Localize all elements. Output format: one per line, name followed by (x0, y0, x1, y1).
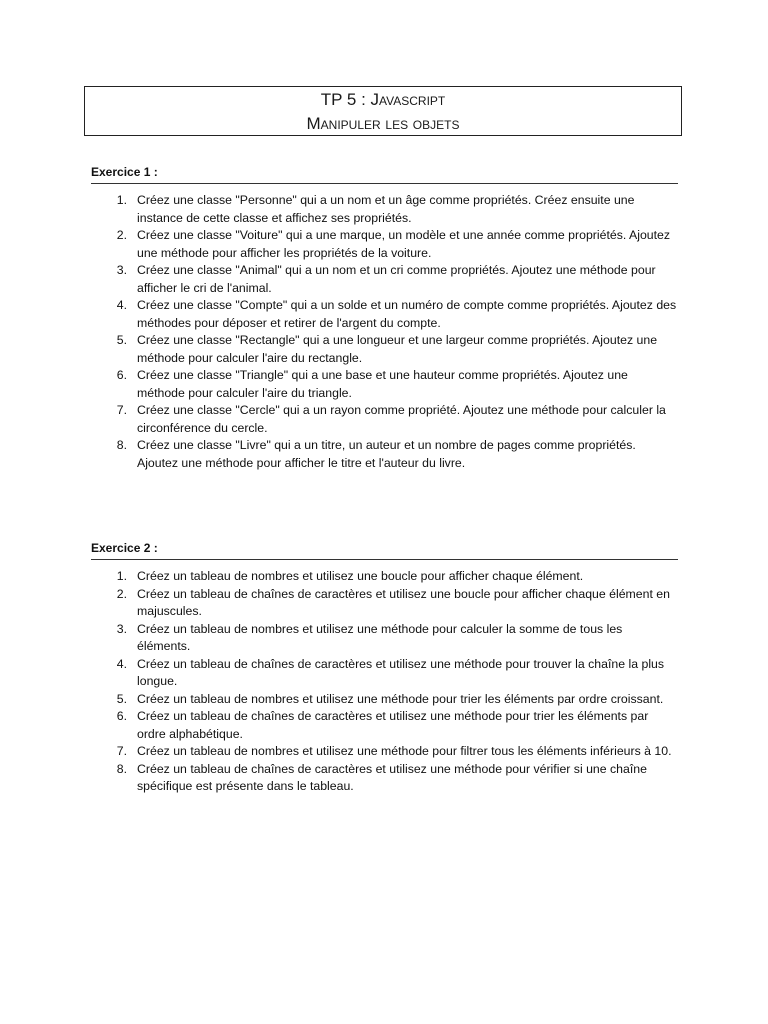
list-item (91, 586, 678, 621)
list-item (91, 568, 678, 586)
list-item (91, 367, 678, 402)
list-item (91, 262, 678, 297)
list-item (91, 761, 678, 796)
item-number: 2. (116, 228, 127, 242)
list-item (91, 402, 678, 437)
list-item (91, 656, 678, 691)
item-text: Créez une classe "Rectangle" qui a une longueur et une largeur comme propriétés. Ajoutez une méthode pour calculer l'aire du rectangle. (137, 333, 658, 365)
list-item (91, 192, 678, 227)
item-text: Créez une classe "Livre" qui a un titre, un auteur et un nombre de pages comme propriétés. Ajoutez une méthode pour afficher le titre et l'auteur du livre. (137, 438, 636, 470)
list-item (91, 437, 678, 472)
item-text: Créez une classe "Personne" qui a un nom et un âge comme propriétés. Créez ensuite une instance de cette classe et affichez ses propriétés. (137, 193, 635, 225)
item-number: 8. (116, 761, 127, 776)
item-number: 5. (116, 691, 127, 706)
item-text: Créez une classe "Voiture" qui a une marque, un modèle et une année comme propriétés. Ajoutez une méthode pour afficher les propriétés de la voiture. (137, 228, 671, 260)
exercise-1-section (91, 164, 678, 472)
item-number: 7. (116, 403, 127, 417)
item-text: Créez un tableau de nombres et utilisez une méthode pour filtrer tous les éléments inférieurs à 10. (137, 744, 672, 758)
document-title: TP 5 : Javascript (320, 90, 446, 109)
list-item (91, 332, 678, 367)
item-text: Créez un tableau de nombres et utilisez une méthode pour trier les éléments par ordre croissant. (137, 691, 664, 706)
exercise-2-heading: Exercice 2 : (91, 540, 678, 560)
item-number: 2. (116, 586, 127, 601)
list-item (91, 297, 678, 332)
list-item (91, 227, 678, 262)
exercise-1-heading: Exercice 1 : (91, 164, 678, 184)
item-number: 6. (116, 709, 127, 723)
item-number: 1. (116, 193, 127, 207)
item-number: 4. (116, 656, 127, 671)
item-text: Créez un tableau de nombres et utilisez une méthode pour calculer la somme de tous les éléments. (137, 621, 623, 653)
document-subtitle: Manipuler les objets (306, 114, 460, 133)
item-text: Créez une classe "Cercle" qui a un rayon comme propriété. Ajoutez une méthode pour calculer la circonférence du cercle. (137, 403, 666, 435)
item-text: Créez une classe "Compte" qui a un solde et un numéro de compte comme propriétés. Ajoutez des méthodes pour déposer et retirer de l'argent du compte. (137, 298, 677, 330)
exercise-2-list (91, 568, 678, 796)
item-number: 6. (116, 368, 127, 382)
item-text: Créez un tableau de chaînes de caractères et utilisez une boucle pour afficher chaque élément en majuscules. (137, 586, 670, 618)
item-number: 7. (116, 744, 127, 758)
item-number: 4. (116, 298, 127, 312)
exercise-1-list (91, 192, 678, 472)
item-number: 5. (116, 333, 127, 347)
list-item (91, 708, 678, 743)
item-text: Créez un tableau de chaînes de caractères et utilisez une méthode pour trouver la chaîne la plus longue. (137, 656, 665, 688)
list-item (91, 621, 678, 656)
exercise-2-section (91, 540, 678, 796)
item-text: Créez un tableau de chaînes de caractères et utilisez une méthode pour trier les éléments par ordre alphabétique. (137, 709, 649, 741)
list-item (91, 691, 678, 709)
item-number: 1. (116, 569, 127, 583)
document-title-box (84, 86, 682, 136)
item-text: Créez une classe "Animal" qui a un nom et un cri comme propriétés. Ajoutez une méthode pour afficher le cri de l'animal. (137, 263, 656, 295)
item-text: Créez un tableau de chaînes de caractères et utilisez une méthode pour vérifier si une chaîne spécifique est présente dans le tableau. (137, 761, 647, 793)
item-text: Créez un tableau de nombres et utilisez une boucle pour afficher chaque élément. (137, 569, 584, 583)
item-number: 3. (116, 263, 127, 277)
item-number: 8. (116, 438, 127, 452)
item-number: 3. (116, 621, 127, 636)
list-item (91, 743, 678, 761)
item-text: Créez une classe "Triangle" qui a une base et une hauteur comme propriétés. Ajoutez une méthode pour calculer l'aire du triangle. (137, 368, 628, 400)
